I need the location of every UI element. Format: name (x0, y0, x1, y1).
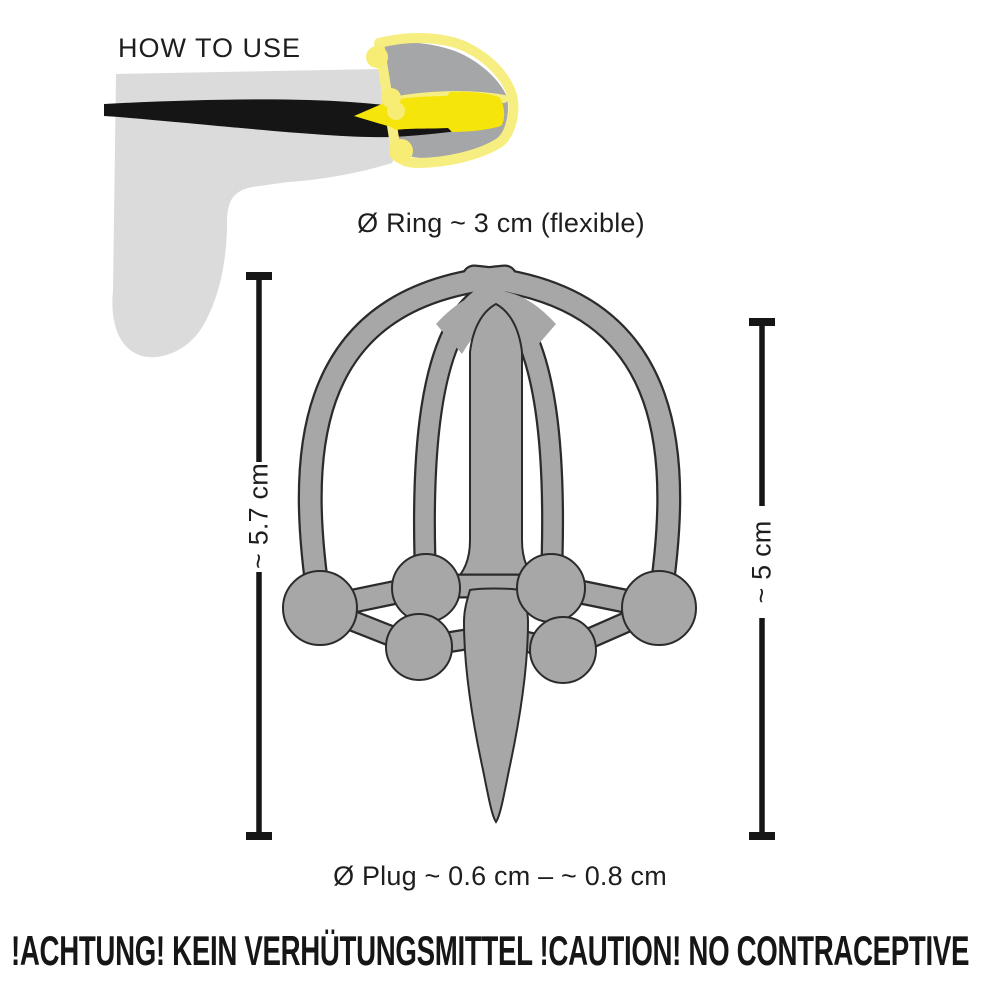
device-bead-front-left (386, 614, 452, 680)
device-plug (464, 589, 528, 823)
device-bead-outer-left (283, 571, 357, 645)
device-bead-front-right (530, 617, 596, 683)
device-bead-mid-right (517, 554, 585, 622)
page-title: HOW TO USE (118, 33, 302, 63)
plug-length-label: ~ 5 cm (746, 520, 777, 604)
device-bead-mid-left (392, 554, 460, 622)
device-bead-outer-right (622, 571, 696, 645)
warning-text: !ACHTUNG! KEIN VERHÜTUNGSMITTEL !CAUTION! NO CONTRACEPTIVE (11, 927, 970, 974)
ring-bead (366, 46, 388, 68)
ring-diameter-label: Ø Ring ~ 3 cm (flexible) (357, 208, 645, 238)
plug-diameter-label: Ø Plug ~ 0.6 cm – ~ 0.8 cm (333, 861, 667, 891)
ring-bead (389, 139, 413, 163)
ring-bead (387, 102, 405, 120)
total-length-label: ~ 5.7 cm (243, 463, 274, 569)
device-illustration-icon (283, 277, 696, 822)
